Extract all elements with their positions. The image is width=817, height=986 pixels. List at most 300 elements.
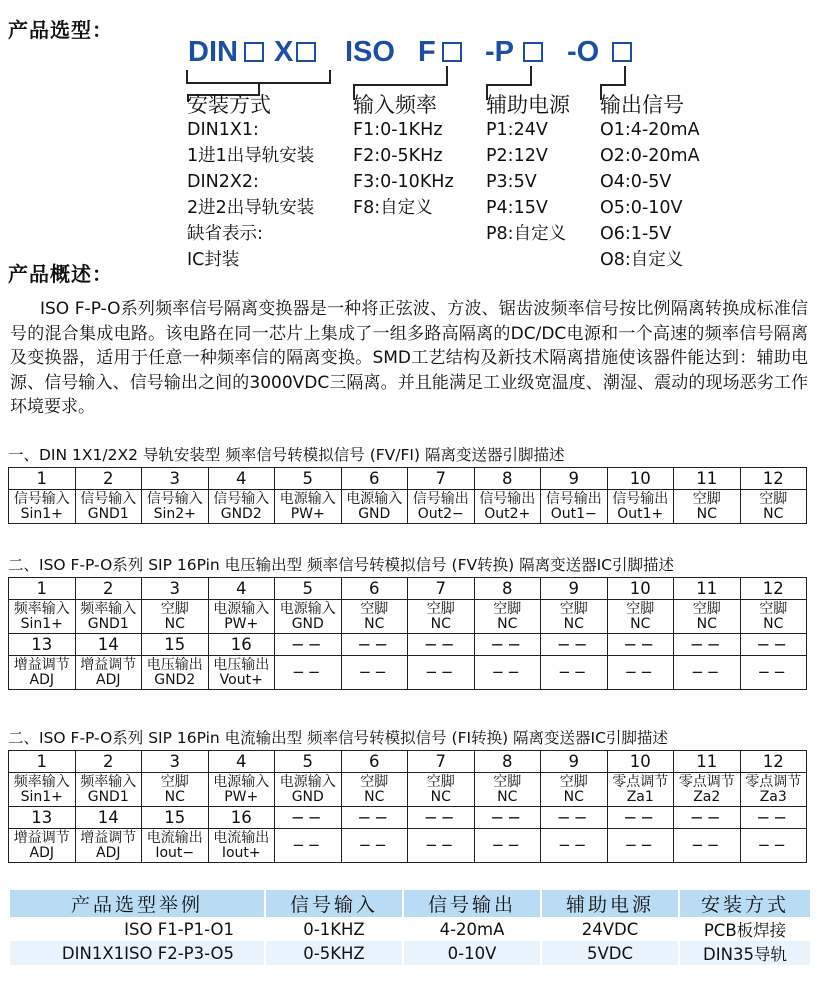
pin-label-cell [75, 829, 142, 863]
example-cell: 5VDC [542, 941, 678, 965]
pin-label-cell [208, 600, 275, 634]
selection-title: 产品选型： [8, 18, 113, 42]
pin-function: 空脚 [360, 773, 389, 790]
pin-function: 信号输入 [80, 490, 137, 507]
example-cell: 4-20mA [404, 917, 540, 941]
pin-function: 零点调节 [678, 773, 735, 790]
pin-function: 零点调节 [745, 773, 802, 790]
code-placeholder-box [523, 42, 543, 62]
pin-label-cell [9, 656, 76, 690]
pin-label-cell [142, 656, 209, 690]
option-line: P4:15V [486, 198, 548, 218]
pin-function: −− [425, 836, 457, 854]
pin-table-body [9, 468, 807, 524]
option-line: O5:0-10V [600, 198, 683, 218]
example-cell: 0-1KHZ [266, 917, 402, 941]
pin-signal: PW+ [224, 615, 259, 632]
pin-number-cell: 16 [208, 634, 275, 656]
option-column-input-frequency [353, 93, 454, 221]
example-header-cell: 信号输入 [266, 890, 402, 917]
option-line: P1:24V [486, 120, 548, 140]
connector-line [353, 84, 448, 86]
pin-number-cell: 9 [541, 468, 608, 490]
bracket-line [186, 70, 331, 84]
option-line: DIN1X1: [187, 120, 259, 140]
pin-number-cell: 12 [740, 578, 807, 600]
pin-label-cell [275, 600, 342, 634]
pin-label-cell [474, 773, 541, 807]
pin-number-cell: 8 [474, 468, 541, 490]
pin-number-cell: 14 [75, 634, 142, 656]
pin-function: 零点调节 [612, 773, 669, 790]
pin-label-cell [208, 773, 275, 807]
pin-signal: NC [563, 788, 584, 805]
pin-label-cell [142, 600, 209, 634]
pin-function: 信号输出 [412, 490, 469, 507]
pin-function: 频率输入 [13, 600, 70, 617]
option-column-head: 输出信号 [600, 93, 684, 117]
option-line: P8:自定义 [486, 224, 567, 244]
pin-function: −− [292, 836, 324, 854]
pin-label-cell [75, 656, 142, 690]
pin-label-cell [740, 600, 807, 634]
pin-signal: PW+ [224, 788, 259, 805]
pin-number-row [9, 468, 807, 490]
pin-label-cell [541, 773, 608, 807]
pin-number-cell: −− [740, 807, 807, 829]
pin-label-cell [9, 600, 76, 634]
pin-label-cell [474, 829, 541, 863]
pin-function: 电源输入 [279, 490, 336, 507]
pin-function: 信号输出 [479, 490, 536, 507]
pin-label-cell [75, 490, 142, 524]
code-part-din: DIN [188, 36, 238, 68]
pin-function: 信号输入 [146, 490, 203, 507]
pin-function: 信号输出 [612, 490, 669, 507]
pin-function: −− [624, 663, 656, 681]
pin-label-cell [607, 656, 674, 690]
option-line: O2:0-20mA [600, 146, 700, 166]
pin-label-row [9, 490, 807, 524]
pin-number-cell: 3 [142, 751, 209, 773]
pin-function: 空脚 [559, 600, 588, 617]
pin-number-row [9, 807, 807, 829]
option-line: F8:自定义 [353, 198, 433, 218]
example-header-row [10, 890, 810, 917]
pin-label-cell [341, 656, 408, 690]
pin-signal: Out1− [550, 505, 597, 522]
pin-label-row [9, 656, 807, 690]
pin-function: −− [358, 836, 390, 854]
pin-number-cell: 9 [541, 578, 608, 600]
option-line: F2:0-5KHz [353, 146, 443, 166]
pin-signal: NC [430, 788, 451, 805]
pin-function: 增益调节 [80, 829, 137, 846]
pin-label-cell [674, 600, 741, 634]
pin-number-cell: 5 [275, 468, 342, 490]
pin-function: −− [691, 663, 723, 681]
pin-function: 信号输出 [545, 490, 602, 507]
option-line: IC封装 [187, 250, 240, 270]
pin-number-cell: 11 [674, 578, 741, 600]
code-part-o: -O [567, 36, 600, 68]
pin-label-cell [408, 600, 475, 634]
pin-label-cell [674, 773, 741, 807]
pin-function: −− [491, 663, 523, 681]
pin-table-body [9, 578, 807, 690]
option-line: 缺省表示: [187, 224, 263, 244]
pin-number-cell: 13 [9, 807, 76, 829]
pin-number-cell: 10 [607, 468, 674, 490]
code-part-f: F [418, 36, 436, 68]
pin-function: 电源输入 [213, 600, 270, 617]
pin-table-body [9, 751, 807, 863]
example-header-cell: 信号输出 [404, 890, 540, 917]
pin-signal: NC [430, 615, 451, 632]
pin-number-cell: 14 [75, 807, 142, 829]
pin-function: 空脚 [559, 773, 588, 790]
pin-label-cell [541, 490, 608, 524]
example-cell: DIN35导轨 [680, 941, 810, 965]
code-placeholder-box [296, 42, 316, 62]
pin-function: 电源输入 [279, 600, 336, 617]
pin-label-cell [474, 600, 541, 634]
pin-table-title: 一、DIN 1X1/2X2 导轨安装型 频率信号转模拟信号 (FV/FI) 隔离变送器引脚描述 [8, 446, 565, 464]
pin-number-cell: −− [541, 634, 608, 656]
pin-number-cell: −− [408, 634, 475, 656]
pin-label-cell [474, 490, 541, 524]
pin-number-cell: 6 [341, 751, 408, 773]
pin-function: 电流输出 [213, 829, 270, 846]
pin-label-cell [607, 600, 674, 634]
pin-number-cell: 6 [341, 468, 408, 490]
pin-signal: NC [563, 615, 584, 632]
pin-label-cell [607, 490, 674, 524]
pin-function: 电压输出 [213, 656, 270, 673]
pin-function: 空脚 [493, 600, 522, 617]
pin-label-cell [408, 773, 475, 807]
pin-function: 频率输入 [80, 773, 137, 790]
connector-line [624, 66, 626, 84]
pin-number-cell: 11 [674, 468, 741, 490]
pin-label-cell [142, 490, 209, 524]
pin-signal: ADJ [96, 671, 121, 688]
pin-function: −− [558, 663, 590, 681]
pin-number-cell: −− [341, 634, 408, 656]
pin-number-cell: 1 [9, 468, 76, 490]
pin-number-cell: 3 [142, 468, 209, 490]
pin-label-cell [75, 600, 142, 634]
pin-label-cell [607, 829, 674, 863]
example-row [10, 917, 810, 941]
pin-number-cell: 12 [740, 468, 807, 490]
pin-label-cell [75, 773, 142, 807]
pin-label-cell [208, 490, 275, 524]
pin-label-cell [142, 773, 209, 807]
option-column-output-signal [600, 93, 700, 273]
pin-signal: NC [763, 505, 784, 522]
pin-signal: Out1+ [617, 505, 664, 522]
pin-number-cell: 2 [75, 751, 142, 773]
pin-function: 空脚 [160, 600, 189, 617]
pin-function: −− [757, 836, 789, 854]
pin-function: −− [425, 663, 457, 681]
example-table [8, 890, 812, 965]
pin-signal: Sin1+ [20, 788, 63, 805]
model-code [188, 36, 658, 68]
pin-function: 空脚 [426, 773, 455, 790]
code-part-p: -P [485, 36, 514, 68]
option-line: 1进1出导轨安装 [187, 146, 315, 166]
example-header-cell: 安装方式 [680, 890, 810, 917]
pin-number-cell: 1 [9, 751, 76, 773]
pin-signal: Sin1+ [20, 505, 63, 522]
pin-label-row [9, 829, 807, 863]
pin-number-cell: 15 [142, 634, 209, 656]
option-column-head: 辅助电源 [486, 93, 570, 117]
connector-line [530, 66, 532, 84]
pin-number-cell: −− [341, 807, 408, 829]
pin-label-cell [740, 656, 807, 690]
pin-number-cell: −− [275, 807, 342, 829]
pin-signal: NC [696, 505, 717, 522]
pin-label-cell [208, 829, 275, 863]
code-part-x: X [274, 36, 294, 68]
connector-line [600, 84, 626, 86]
pin-signal: GND1 [87, 505, 129, 522]
pin-function: 空脚 [759, 490, 788, 507]
pin-signal: GND2 [154, 671, 196, 688]
option-line: P3:5V [486, 172, 537, 192]
option-line: F1:0-1KHz [353, 120, 443, 140]
pin-function: −− [491, 836, 523, 854]
pin-function: 增益调节 [13, 656, 70, 673]
code-placeholder-box [442, 42, 462, 62]
option-line: O1:4-20mA [600, 120, 700, 140]
pin-label-cell [341, 490, 408, 524]
pin-number-cell: 7 [408, 468, 475, 490]
pin-label-cell [275, 490, 342, 524]
pin-number-cell: 10 [607, 751, 674, 773]
pin-function: 空脚 [493, 773, 522, 790]
pin-signal: NC [164, 615, 185, 632]
pin-signal: Out2− [417, 505, 464, 522]
pin-label-cell [9, 773, 76, 807]
pin-function: 增益调节 [13, 829, 70, 846]
pin-label-cell [208, 656, 275, 690]
option-line: DIN2X2: [187, 172, 259, 192]
pin-number-cell: 6 [341, 578, 408, 600]
pin-function: 空脚 [626, 600, 655, 617]
pin-label-cell [275, 656, 342, 690]
pin-label-row [9, 773, 807, 807]
pin-label-cell [541, 600, 608, 634]
pin-function: 增益调节 [80, 656, 137, 673]
pin-number-cell: −− [607, 634, 674, 656]
option-line: O8:自定义 [600, 250, 684, 270]
pin-table-voltage [8, 577, 807, 690]
pin-signal: NC [364, 788, 385, 805]
pin-function: 电源输入 [279, 773, 336, 790]
pin-label-cell [674, 490, 741, 524]
pin-number-cell: −− [474, 634, 541, 656]
pin-number-cell: 12 [740, 751, 807, 773]
pin-number-cell: 11 [674, 751, 741, 773]
pin-signal: NC [164, 788, 185, 805]
pin-function: −− [691, 836, 723, 854]
pin-number-cell: 1 [9, 578, 76, 600]
pin-number-cell: 7 [408, 751, 475, 773]
pin-signal: NC [364, 615, 385, 632]
pin-number-cell: 9 [541, 751, 608, 773]
pin-signal: GND1 [87, 788, 129, 805]
pin-function: 电流输出 [146, 829, 203, 846]
pin-label-cell [674, 656, 741, 690]
pin-number-cell: 8 [474, 751, 541, 773]
code-placeholder-box [612, 42, 632, 62]
code-part-iso: ISO [345, 36, 395, 68]
pin-label-cell [142, 829, 209, 863]
pin-label-cell [9, 829, 76, 863]
pin-function: 空脚 [692, 490, 721, 507]
pin-signal: Za3 [759, 788, 787, 805]
pin-number-cell: 5 [275, 751, 342, 773]
pin-label-cell [740, 773, 807, 807]
pin-number-cell: 2 [75, 468, 142, 490]
pin-function: −− [358, 663, 390, 681]
pin-number-cell: −− [674, 807, 741, 829]
pin-label-cell [341, 829, 408, 863]
option-line: F3:0-10KHz [353, 172, 454, 192]
pin-signal: GND [291, 788, 324, 805]
example-header-cell: 辅助电源 [542, 890, 678, 917]
pin-number-row [9, 578, 807, 600]
pin-signal: Za2 [693, 788, 721, 805]
pin-number-cell: 7 [408, 578, 475, 600]
pin-function: −− [558, 836, 590, 854]
overview-paragraph: ISO F-P-O系列频率信号隔离变换器是一种将正弦波、方波、锯齿波频率信号按比例隔离转换成标准信号的混合集成电路。该电路在同一芯片上集成了一组多路高隔离的DC/DC电源和一个高速的频率信号隔离及变换器，适用于任意一种频率信的隔离变换。SMD工艺结构及新技术隔离措施使该器件能达到：辅助电源、信号输入、信号输出之间的3000VDC三隔离。并且能满足工业级宽温度、潮湿、震动的现场恶劣工作环境要求。 [10, 299, 808, 417]
pin-signal: NC [497, 788, 518, 805]
pin-label-cell [541, 656, 608, 690]
option-column-head: 安装方式 [187, 93, 271, 117]
pin-signal: ADJ [96, 844, 121, 861]
pin-label-cell [341, 773, 408, 807]
example-cell-model: DIN1X1ISO F2-P3-O5 [10, 941, 264, 965]
pin-label-cell [674, 829, 741, 863]
pin-function: 信号输入 [213, 490, 270, 507]
example-header-cell: 产品选型举例 [10, 890, 264, 917]
example-cell: 24VDC [542, 917, 678, 941]
pin-number-cell: 8 [474, 578, 541, 600]
pin-number-cell: 16 [208, 807, 275, 829]
pin-signal: Out2+ [484, 505, 531, 522]
pin-table-title: 二、ISO F-P-O系列 SIP 16Pin 电流输出型 频率信号转模拟信号 (FI转换) 隔离变送器IC引脚描述 [8, 729, 668, 747]
pin-number-cell: 2 [75, 578, 142, 600]
pin-label-cell [408, 829, 475, 863]
pin-number-cell: −− [740, 634, 807, 656]
pin-function: 频率输入 [80, 600, 137, 617]
pin-label-cell [408, 490, 475, 524]
pin-signal: Iout− [155, 844, 195, 861]
option-line: 2进2出导轨安装 [187, 198, 315, 218]
pin-label-cell [541, 829, 608, 863]
overview-title: 产品概述： [8, 262, 113, 286]
pin-signal: Za1 [626, 788, 654, 805]
pin-signal: NC [497, 615, 518, 632]
pin-signal: PW+ [290, 505, 325, 522]
option-column-mounting [187, 93, 314, 273]
pin-function: 信号输入 [13, 490, 70, 507]
pin-label-cell [474, 656, 541, 690]
pin-number-cell: −− [408, 807, 475, 829]
pin-function: 频率输入 [13, 773, 70, 790]
pin-table-current [8, 750, 807, 863]
example-cell: PCB板焊接 [680, 917, 810, 941]
pin-signal: GND [358, 505, 391, 522]
pin-function: −− [292, 663, 324, 681]
pin-signal: Vout+ [219, 671, 263, 688]
pin-function: −− [757, 663, 789, 681]
pin-number-cell: 10 [607, 578, 674, 600]
pin-label-row [9, 600, 807, 634]
pin-signal: GND2 [220, 505, 262, 522]
pin-signal: NC [763, 615, 784, 632]
pin-function: 电压输出 [146, 656, 203, 673]
pin-number-cell: 15 [142, 807, 209, 829]
pin-signal: GND1 [87, 615, 129, 632]
pin-number-cell: −− [474, 807, 541, 829]
pin-number-cell: 4 [208, 468, 275, 490]
pin-number-cell: −− [541, 807, 608, 829]
pin-number-cell: 4 [208, 578, 275, 600]
pin-number-row [9, 751, 807, 773]
pin-function: 电源输入 [346, 490, 403, 507]
pin-function: −− [624, 836, 656, 854]
code-placeholder-box [244, 42, 264, 62]
example-row [10, 941, 810, 965]
pin-label-cell [275, 773, 342, 807]
pin-signal: Sin1+ [20, 615, 63, 632]
pin-function: 空脚 [692, 600, 721, 617]
option-line: O4:0-5V [600, 172, 672, 192]
pin-signal: ADJ [29, 844, 54, 861]
pin-function: 空脚 [360, 600, 389, 617]
connector-line [486, 84, 532, 86]
pin-signal: Iout+ [221, 844, 261, 861]
pin-label-cell [408, 656, 475, 690]
example-cell: 0-10V [404, 941, 540, 965]
pin-label-cell [341, 600, 408, 634]
option-line: O6:1-5V [600, 224, 672, 244]
pin-function: 空脚 [759, 600, 788, 617]
pin-function: 电源输入 [213, 773, 270, 790]
pin-number-row [9, 634, 807, 656]
pin-function: 空脚 [160, 773, 189, 790]
example-cell: 0-5KHZ [266, 941, 402, 965]
pin-number-cell: 4 [208, 751, 275, 773]
example-cell-model: ISO F1-P1-O1 [10, 917, 264, 941]
option-line: P2:12V [486, 146, 548, 166]
connector-line [446, 66, 448, 84]
pin-signal: ADJ [29, 671, 54, 688]
pin-number-cell: 3 [142, 578, 209, 600]
pin-label-cell [275, 829, 342, 863]
pin-function: 空脚 [426, 600, 455, 617]
pin-signal: GND [291, 615, 324, 632]
pin-table-title: 二、ISO F-P-O系列 SIP 16Pin 电压输出型 频率信号转模拟信号 (FV转换) 隔离变送器IC引脚描述 [8, 556, 674, 574]
option-column-head: 输入频率 [353, 93, 437, 117]
pin-number-cell: −− [275, 634, 342, 656]
